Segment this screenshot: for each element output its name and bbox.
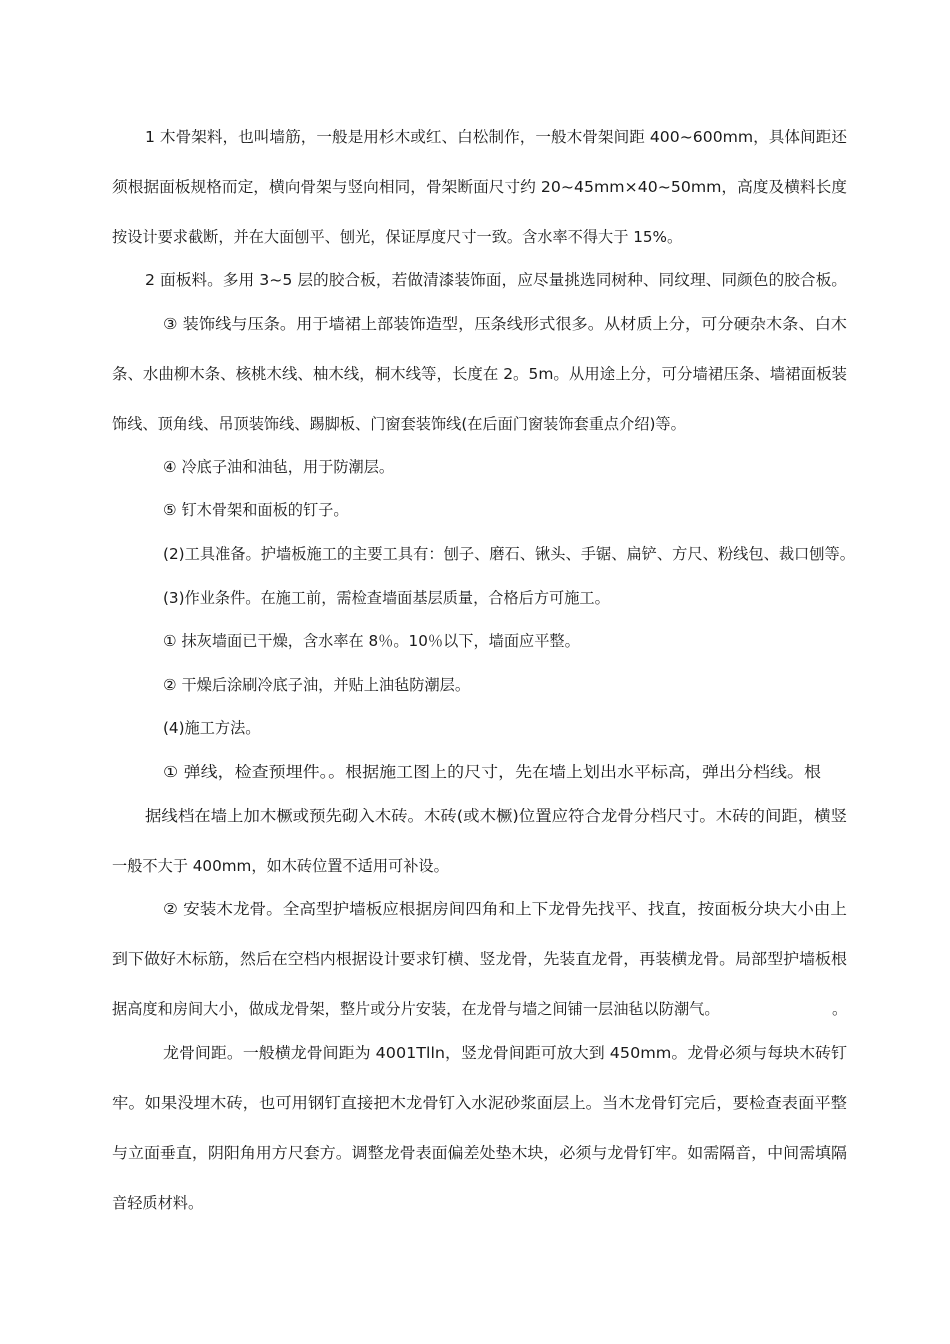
text-line: 按设计要求截断，并在大面刨平、刨光，保证厚度尺寸一致。含水率不得大于 15%。 xyxy=(112,228,683,246)
text-line: ① 抹灰墙面已干燥，含水率在 8％。10％以下，墙面应平整。 xyxy=(163,632,580,650)
text-line: 据线档在墙上加木橛或预先砌入木砖。木砖(或木橛)位置应符合龙骨分档尺寸。木砖的间距，横竖 xyxy=(145,807,847,825)
text-line: 到下做好木标筋，然后在空档内根据设计要求钉横、竖龙骨，先装直龙骨，再装横龙骨。局部型护墙板根 xyxy=(112,950,847,968)
text-line: (2)工具准备。护墙板施工的主要工具有：刨子、磨石、锹头、手锯、扁铲、方尺、粉线包、裁口刨等。 xyxy=(163,545,855,563)
text-line: ⑤ 钉木骨架和面板的钉子。 xyxy=(163,501,349,519)
text-line: 龙骨间距。一般横龙骨间距为 4001Tlln，竖龙骨间距可放大到 450mm。龙骨必须与每块木砖钉 xyxy=(163,1044,847,1062)
text-line: 1 木骨架料，也叫墙筋，一般是用杉木或红、白松制作，一般木骨架间距 400~600mm，具体间距还 xyxy=(145,128,847,146)
text-line: 2 面板料。多用 3~5 层的胶合板，若做清漆装饰面，应尽量挑选同树种、同纹理、同颜色的胶合板。 xyxy=(145,271,847,289)
text-line: 音轻质材料。 xyxy=(112,1194,204,1212)
text-line: 牢。如果没埋木砖，也可用钢钉直接把木龙骨钉入水泥砂浆面层上。当木龙骨钉完后，要检查表面平整 xyxy=(112,1094,847,1112)
text-line: 须根据面板规格而定，横向骨架与竖向相同，骨架断面尺寸约 20~45mm×40~50mm，高度及横料长度 xyxy=(112,178,847,196)
text-line: (3)作业条件。在施工前，需检查墙面基层质量，合格后方可施工。 xyxy=(163,589,610,607)
text-line: (4)施工方法。 xyxy=(163,719,261,737)
text-line: ③ 装饰线与压条。用于墙裙上部装饰造型，压条线形式很多。从材质上分，可分硬杂木条、白木 xyxy=(163,315,847,333)
text-line: ① 弹线，检查预埋件。。根据施工图上的尺寸，先在墙上划出水平标高，弹出分档线。根 xyxy=(163,763,821,781)
text-line: ② 安装木龙骨。全高型护墙板应根据房间四角和上下龙骨先找平、找直，按面板分块大小由上 xyxy=(163,900,847,918)
text-line: ② 干燥后涂刷冷底子油，并贴上油毡防潮层。 xyxy=(163,676,471,694)
text-line: 条、水曲柳木条、核桃木线、柚木线，桐木线等，长度在 2。5m。从用途上分，可分墙裙压条、墙裙面板装 xyxy=(112,365,847,383)
text-line: 据高度和房间大小，做成龙骨架，整片或分片安装，在龙骨与墙之间铺一层油毡以防潮气。 xyxy=(112,1000,720,1018)
text-line: ④ 冷底子油和油毡，用于防潮层。 xyxy=(163,458,395,476)
text-line: 饰线、顶角线、吊顶装饰线、踢脚板、门窗套装饰线(在后面门窗装饰套重点介绍)等。 xyxy=(112,415,686,433)
text-line: 与立面垂直，阴阳角用方尺套方。调整龙骨表面偏差处垫木块，必须与龙骨钉牢。如需隔音，中间需填隔 xyxy=(112,1144,847,1162)
text-line: 一般不大于 400mm，如木砖位置不适用可补设。 xyxy=(112,857,449,875)
text-line: 。 xyxy=(832,1000,848,1018)
